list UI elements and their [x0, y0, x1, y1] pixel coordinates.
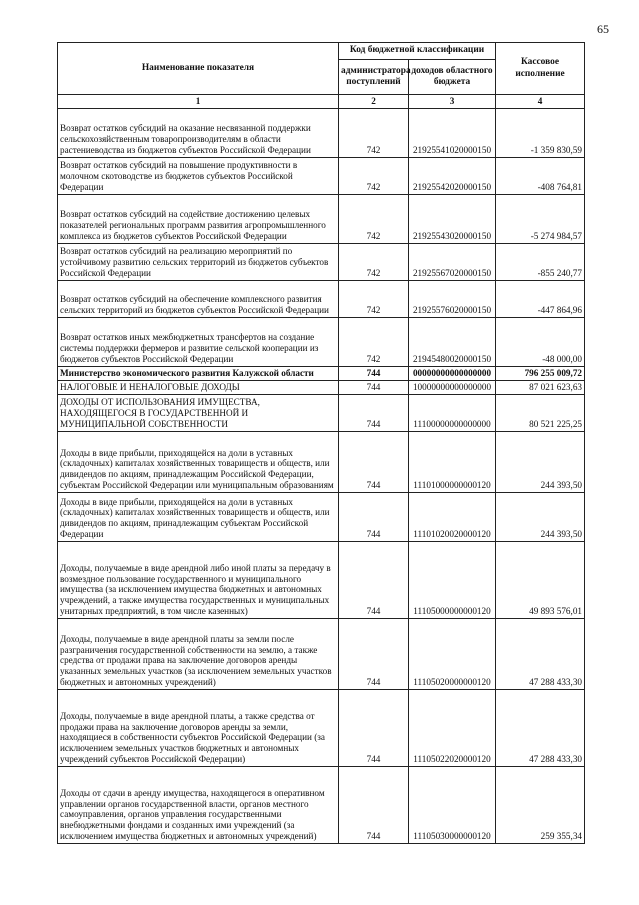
header-code-group: Код бюджетной классификации: [339, 43, 496, 60]
row-code: 21925542020000150: [409, 158, 496, 195]
row-name: Возврат остатков субсидий на реализацию мероприятий по устойчивому развитию сельских территорий из бюджетов субъектов Российской Федерации: [58, 244, 339, 281]
row-admin: 744: [339, 395, 409, 432]
row-name: Возврат остатков субсидий на повышение продуктивности в молочном скотоводстве из бюджетов субъектов Российской Федерации: [58, 158, 339, 195]
table-row: [58, 542, 585, 619]
row-name: Возврат остатков иных межбюджетных трансфертов на создание системы поддержки фермеров и развитие сельской кооперации из бюджетов субъектов Российской Федерации: [58, 318, 339, 367]
row-code: 00000000000000000: [409, 367, 496, 381]
row-name: Доходы, получаемые в виде арендной платы за земли после разграничения государственной собственности на землю, а также средства от продажи права на заключение договоров аренды указанных земельных участков (за исключением земельных участков бюджетных и автономных учреждений): [58, 619, 339, 690]
row-code: 11105020000000120: [409, 619, 496, 690]
row-name: Доходы в виде прибыли, приходящейся на доли в уставных (складочных) капиталах хозяйственных товариществ и обществ, или дивидендов по акциям, принадлежащим Российской Федерации, субъектам Российской Федерации или муниципальным образованиям: [58, 432, 339, 493]
table-row: [58, 381, 585, 395]
table-row: [58, 395, 585, 432]
header-admin: администратора поступлений: [339, 60, 409, 95]
row-code: 21925576020000150: [409, 281, 496, 318]
header-cash: Кассовое исполнение: [496, 43, 585, 95]
row-name: Возврат остатков субсидий на содействие достижению целевых показателей региональных программ развития агропромышленного комплекса из бюджетов субъектов Российской Федерации: [58, 195, 339, 244]
budget-execution-table: [57, 42, 585, 844]
row-amount: -48 000,00: [496, 318, 585, 367]
row-name: Министерство экономического развития Калужской области: [58, 367, 339, 381]
row-code: 11100000000000000: [409, 395, 496, 432]
row-name: Доходы, получаемые в виде арендной либо иной платы за передачу в возмездное пользование государственного и муниципального имущества (за исключением имущества бюджетных и автономных учреждений, а также имущества государственных и муниципальных унитарных предприятий, в том числе казенных): [58, 542, 339, 619]
row-admin: 742: [339, 281, 409, 318]
row-code: 21945480020000150: [409, 318, 496, 367]
row-amount: 47 288 433,30: [496, 619, 585, 690]
col-num-2: 2: [339, 95, 409, 109]
row-admin: 744: [339, 542, 409, 619]
row-admin: 744: [339, 367, 409, 381]
row-code: 21925541020000150: [409, 109, 496, 158]
row-name: Возврат остатков субсидий на оказание несвязанной поддержки сельскохозяйственным товаропроизводителям в области растениеводства из бюджетов субъектов Российской Федерации: [58, 109, 339, 158]
row-amount: -5 274 984,57: [496, 195, 585, 244]
table-row: [58, 493, 585, 542]
row-name: Доходы от сдачи в аренду имущества, находящегося в оперативном управлении органов государственной власти, органов местного самоуправления, органов управления государственными внебюджетными фондами и созданных ими учреждений (за исключением имущества бюджетных и автономных учреждений): [58, 767, 339, 844]
row-amount: -408 764,81: [496, 158, 585, 195]
table-row: [58, 619, 585, 690]
row-name: ДОХОДЫ ОТ ИСПОЛЬЗОВАНИЯ ИМУЩЕСТВА, НАХОДЯЩЕГОСЯ В ГОСУДАРСТВЕННОЙ И МУНИЦИПАЛЬНОЙ СОБСТВЕННОСТИ: [58, 395, 339, 432]
row-admin: 742: [339, 244, 409, 281]
row-amount: -855 240,77: [496, 244, 585, 281]
page-number: 65: [597, 22, 609, 36]
row-code: 10000000000000000: [409, 381, 496, 395]
table-row: [58, 690, 585, 767]
row-name: Возврат остатков субсидий на обеспечение комплексного развития сельских территорий из бюджетов субъектов Российской Федерации: [58, 281, 339, 318]
row-amount: 87 021 623,63: [496, 381, 585, 395]
row-admin: 744: [339, 690, 409, 767]
row-admin: 742: [339, 318, 409, 367]
row-admin: 742: [339, 158, 409, 195]
row-amount: -1 359 830,59: [496, 109, 585, 158]
row-amount: 49 893 576,01: [496, 542, 585, 619]
table-row: [58, 244, 585, 281]
row-name: Доходы, получаемые в виде арендной платы, а также средства от продажи права на заключение договоров аренды за земли, находящиеся в собственности субъектов Российской Федерации (за исключением земельных участков бюджетных и автономных учреждений субъектов Российской Федерации): [58, 690, 339, 767]
row-name: Доходы в виде прибыли, приходящейся на доли в уставных (складочных) капиталах хозяйственных товариществ и обществ, или дивидендов по акциям, принадлежащим субъектам Российской Федерации: [58, 493, 339, 542]
row-amount: 80 521 225,25: [496, 395, 585, 432]
row-code: 11101000000000120: [409, 432, 496, 493]
row-code: 11105000000000120: [409, 542, 496, 619]
row-admin: 744: [339, 619, 409, 690]
row-admin: 744: [339, 381, 409, 395]
table-row: [58, 767, 585, 844]
table-row: [58, 195, 585, 244]
row-admin: 742: [339, 109, 409, 158]
col-num-1: 1: [58, 95, 339, 109]
table-row: [58, 281, 585, 318]
row-amount: 244 393,50: [496, 432, 585, 493]
row-amount: -447 864,96: [496, 281, 585, 318]
row-code: 21925567020000150: [409, 244, 496, 281]
row-admin: 744: [339, 432, 409, 493]
table-row: [58, 158, 585, 195]
table-row: [58, 318, 585, 367]
table-row-ministry: [58, 367, 585, 381]
header-name: Наименование показателя: [58, 43, 339, 95]
row-name: НАЛОГОВЫЕ И НЕНАЛОГОВЫЕ ДОХОДЫ: [58, 381, 339, 395]
row-admin: 742: [339, 195, 409, 244]
header-income: доходов областного бюджета: [409, 60, 496, 95]
row-amount: 796 255 009,72: [496, 367, 585, 381]
row-admin: 744: [339, 493, 409, 542]
row-code: 11101020020000120: [409, 493, 496, 542]
table-row: [58, 432, 585, 493]
row-admin: 744: [339, 767, 409, 844]
col-num-4: 4: [496, 95, 585, 109]
row-code: 21925543020000150: [409, 195, 496, 244]
row-amount: 244 393,50: [496, 493, 585, 542]
table-row: [58, 109, 585, 158]
row-amount: 47 288 433,30: [496, 690, 585, 767]
col-num-3: 3: [409, 95, 496, 109]
row-amount: 259 355,34: [496, 767, 585, 844]
row-code: 11105030000000120: [409, 767, 496, 844]
row-code: 11105022020000120: [409, 690, 496, 767]
